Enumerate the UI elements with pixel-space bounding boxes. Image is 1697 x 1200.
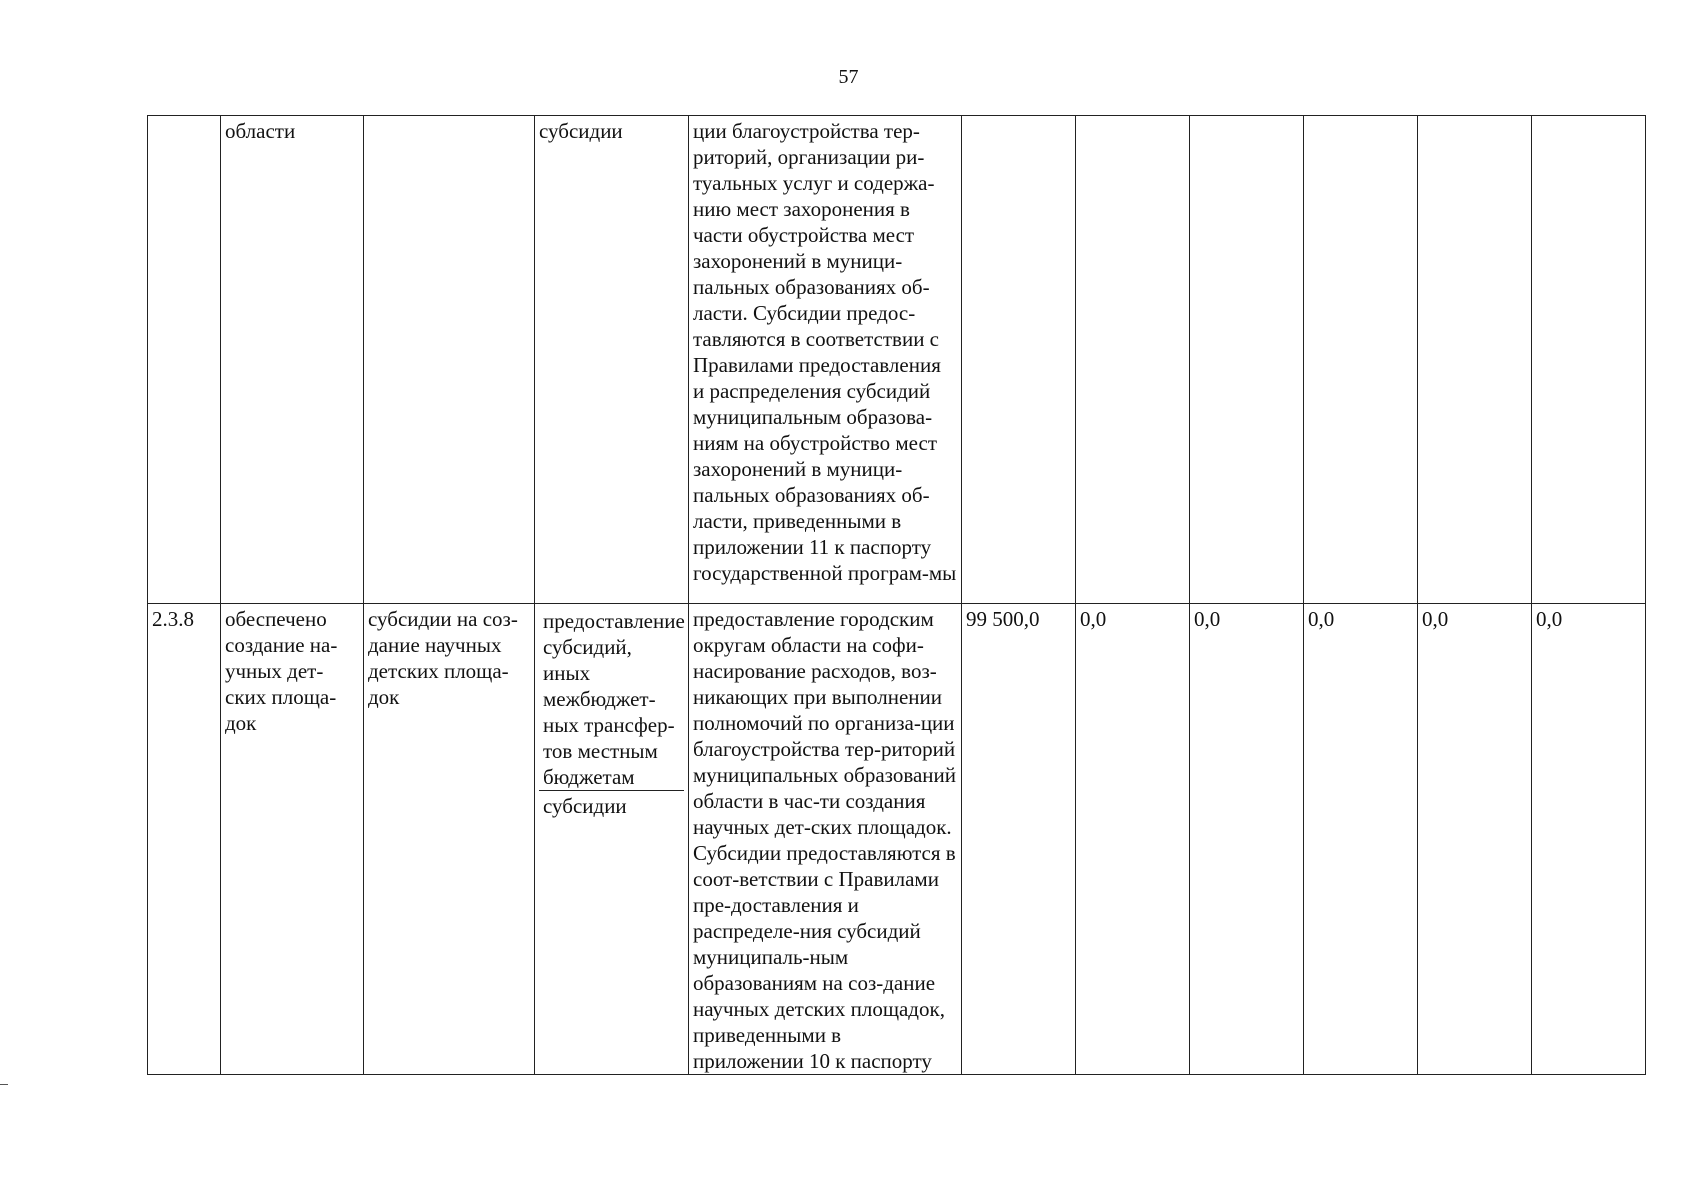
cell-value: 0,0 (1304, 604, 1418, 1075)
cell-description: ции благоустройства тер-риторий, организации ри-туальных услуг и содержа-нию мест захоронения в части обустройства мест захоронений в муници-пальных образованиях об-ласти. Субсидии предос-тавляются в соответствии с Правилами предоставления и распределения субсидий муниципальным образова-ниям на обустройство мест захоронений в муници-пальных образованиях об-ласти, приведенными в приложении 11 к паспорту государственной програм-мы (689, 116, 962, 604)
cell-value: 0,0 (1532, 604, 1646, 1075)
margin-mark (0, 1084, 8, 1085)
cell-type (535, 604, 689, 1075)
cell-description: предоставление городским округам области на софи-насирование расходов, воз-никающих при выполнении полномочий по организа-ции благоустройства тер-риторий муниципальных образований области в час-ти создания научных дет-ских площадок. Субсидии предоставляются в соот-ветствии с Правилами пре-доставления и распределе-ния субсидий муниципаль-ным образованиям на соз-дание научных детских площадок, приведенными в приложении 10 к паспорту (689, 604, 962, 1075)
cell-value: 0,0 (1418, 604, 1532, 1075)
cell-type-upper: предоставление субсидий, иных межбюджет-ных трансфер-тов местным бюджетам (539, 606, 684, 791)
cell-value (1418, 116, 1532, 604)
cell-number: 2.3.8 (148, 604, 221, 1075)
cell-type-lower: субсидии (543, 794, 627, 818)
cell-type: субсидии (535, 116, 689, 604)
cell-value (1532, 116, 1646, 604)
cell-number (148, 116, 221, 604)
page-number: 57 (838, 66, 859, 88)
table-row-continuation (148, 116, 1646, 604)
cell-measure: субсидии на соз-дание научных детских площа-док (364, 604, 535, 1075)
cell-value (1076, 116, 1190, 604)
cell-value: 99 500,0 (962, 604, 1076, 1075)
table-row-2-3-8 (148, 604, 1646, 1075)
cell-value (1304, 116, 1418, 604)
cell-value: 0,0 (1076, 604, 1190, 1075)
cell-value: 0,0 (1190, 604, 1304, 1075)
cell-value (1190, 116, 1304, 604)
program-table (147, 115, 1646, 1075)
cell-result: области (221, 116, 364, 604)
cell-measure (364, 116, 535, 604)
cell-result: обеспечено создание на-учных дет-ских площа-док (221, 604, 364, 1075)
cell-value (962, 116, 1076, 604)
